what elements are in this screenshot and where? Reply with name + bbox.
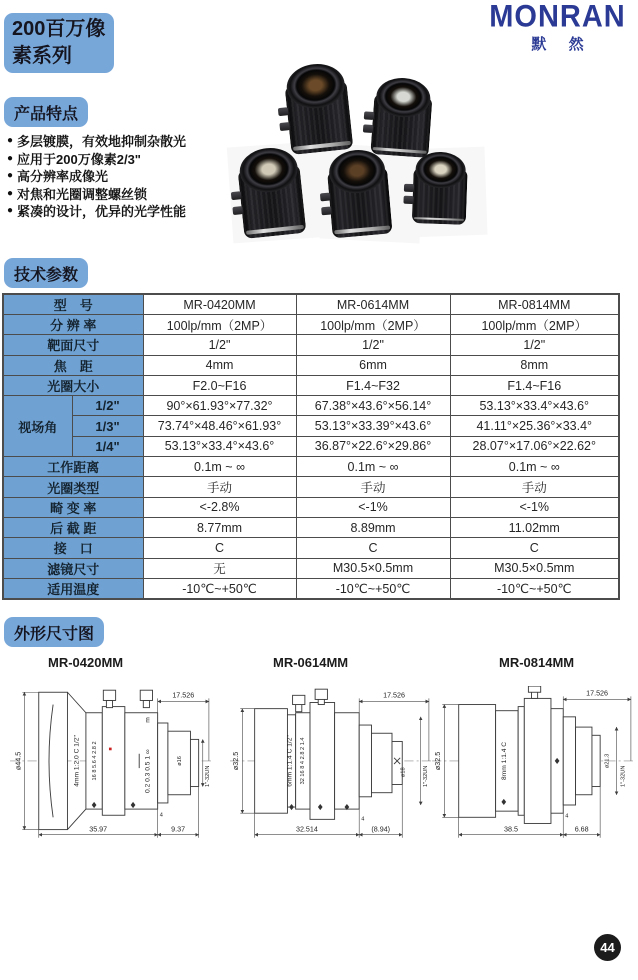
spec-value: 1/2" [296,335,450,355]
specs-section-title: 技术参数 [14,266,79,284]
dim-thread-diameter: ø21.3 [604,753,611,769]
thumb-screw [364,111,375,120]
spec-table [2,293,620,600]
dimension-drawing [8,686,213,842]
dim-rear-length: 6.68 [574,825,589,834]
spec-value: C [143,538,296,558]
spec-value: 8mm [450,355,619,375]
spec-value: 28.07°×17.06°×22.62° [450,436,619,456]
spec-label: 适用温度 [3,578,143,599]
spec-value: 36.87°×22.6°×29.86° [296,436,450,456]
drawing-model-label: MR-0814MM [499,655,575,670]
barrel-marking: 8mm 1:1.4 C [500,741,508,780]
bullet-icon: ● [7,187,14,199]
spec-value: 1/2" [450,335,619,355]
spec-value: 4mm [143,355,296,375]
spec-value: 53.13°×33.39°×43.6° [296,416,450,436]
spec-label: 畸 变 率 [3,497,143,517]
dim-rear-length-total: 17.526 [172,691,195,700]
spec-model: MR-0420MM [143,294,296,315]
spec-value: 73.74°×48.46°×61.93° [143,416,296,436]
spec-value: 53.13°×33.4°×43.6° [143,436,296,456]
table-row [3,315,619,335]
dimension-drawing [228,686,433,842]
spec-value: 1/2" [143,335,296,355]
spec-value: <-2.8% [143,497,296,517]
thumb-screw [404,184,414,192]
thumb-screw [320,192,331,201]
spec-label: 光圈类型 [3,477,143,497]
spec-label: 靶面尺寸 [3,335,143,355]
spec-value: 8.89mm [296,517,450,537]
dimensions-section-title: 外形尺寸图 [14,625,95,643]
spec-label: 分 辨 率 [3,315,143,335]
bullet-icon: ● [7,205,14,217]
barrel-marking: 4mm 1:2.0 C 1/2" [73,735,81,787]
barrel-marking: 6mm 1:1.4 C 1/2" [286,735,294,787]
spec-value: 41.11°×25.36°×33.4° [450,416,619,436]
lens-photo [412,151,468,225]
spec-label: 视场角 [3,396,72,457]
spec-label: 焦 距 [3,355,143,375]
thumb-screw [363,124,374,133]
spec-value: -10℃~+50℃ [143,578,296,599]
dim-front-diameter: ø32.5 [232,751,241,771]
focus-unit: m [144,717,152,723]
feature-item: ● 多层镀膜，有效地抑制杂散光 [7,134,187,150]
spec-value: 67.38°×43.6°×56.14° [296,396,450,416]
dim-rear-length: (8.94) [371,825,391,834]
brand-logo-chinese: 默 然 [531,36,593,53]
spec-value: -10℃~+50℃ [450,578,619,599]
spec-label: 后 截 距 [3,517,143,537]
table-row [3,396,619,416]
table-row [3,517,619,537]
table-row [3,436,619,456]
series-title-box [4,13,114,73]
feature-item: ● 对焦和光圈调整螺丝锁 [7,186,148,202]
spec-label: 工作距离 [3,457,143,477]
dim-front-diameter: ø44.5 [14,751,23,771]
dim-rear-length: 9.37 [171,825,186,834]
feature-item: ● 紧凑的设计，优异的光学性能 [7,204,187,220]
dim-flange: 4 [361,816,365,823]
feature-list [7,132,307,220]
thread-spec: 1"-32UN [204,765,211,787]
lens-photo [325,148,392,239]
spec-value: F1.4~F16 [450,375,619,395]
series-title: 200百万像素系列 [12,18,106,67]
dim-front-diameter: ø32.5 [434,751,443,771]
spec-value: 0.1m ~ ∞ [450,457,619,477]
table-row [3,375,619,395]
spec-value: 90°×61.93°×77.32° [143,396,296,416]
dim-thread-diameter: ø16 [177,756,184,766]
spec-value: <-1% [296,497,450,517]
dim-body-length: 32.514 [295,825,318,834]
dim-flange: 4 [565,813,569,820]
bullet-icon: ● [7,170,14,182]
table-row [3,457,619,477]
thumb-screw [279,123,290,132]
spec-value: F1.4~F32 [296,375,450,395]
dim-flange: 4 [159,812,163,819]
spec-value: 6mm [296,355,450,375]
drawing-model-label: MR-0614MM [273,655,349,670]
spec-value: 100lp/mm（2MP） [296,315,450,335]
spec-label: 型 号 [3,294,143,315]
dimension-drawing [430,686,635,842]
feature-item: ● 高分辨率成像光 [7,169,109,185]
feature-item: ● 应用于200万像素2/3" [7,151,141,167]
spec-label: 光圈大小 [3,375,143,395]
spec-value: 100lp/mm（2MP） [143,315,296,335]
table-row [3,477,619,497]
lens-photo [370,76,433,158]
brand-logo [485,2,630,54]
table-row [3,416,619,436]
spec-value: C [296,538,450,558]
spec-model: MR-0614MM [296,294,450,315]
spec-label: 接 口 [3,538,143,558]
spec-model: MR-0814MM [450,294,619,315]
focus-scale: 0.2 0.3 0.5 1 ∞ [144,749,152,793]
specs-section-title-box [4,258,88,288]
spec-sublabel: 1/3" [72,416,143,436]
table-row [3,578,619,599]
dim-thread-diameter: ø18 [400,767,407,778]
spec-value: 0.1m ~ ∞ [296,457,450,477]
brand-logo-text: MONRAN [489,0,626,35]
spec-value: 11.02mm [450,517,619,537]
thread-spec: 1"-32UN [620,765,627,787]
table-row [3,497,619,517]
page-number: 44 [600,940,615,955]
dim-rear-length-total: 17.526 [383,691,405,700]
dim-body-length: 38.5 [504,825,518,834]
table-row [3,294,619,315]
spec-value: C [450,538,619,558]
spec-sublabel: 1/4" [72,436,143,456]
dim-body-length: 35.97 [89,825,108,834]
spec-value: M30.5×0.5mm [296,558,450,578]
drawing-model-label: MR-0420MM [48,655,124,670]
spec-value: 53.13°×33.4°×43.6° [450,396,619,416]
spec-value: 手动 [296,477,450,497]
features-section-title-box [4,97,88,127]
thumb-screw [403,196,413,204]
table-row [3,558,619,578]
aperture-scale: 16 8 5.6 4 2.8 2 [92,741,99,781]
spec-value: 无 [143,558,296,578]
thread-spec: 1"-32UN [422,765,429,787]
dim-rear-length-total: 17.526 [586,689,609,698]
bullet-icon: ● [7,135,14,147]
bullet-icon: ● [7,152,14,164]
spec-value: 8.77mm [143,517,296,537]
spec-value: 100lp/mm（2MP） [450,315,619,335]
spec-value: M30.5×0.5mm [450,558,619,578]
aperture-scale: 32 16 8 4 2.8 2 1.4 [299,737,306,785]
spec-label: 滤镜尺寸 [3,558,143,578]
spec-value: -10℃~+50℃ [296,578,450,599]
spec-sublabel: 1/2" [72,396,143,416]
spec-value: 0.1m ~ ∞ [143,457,296,477]
spec-value: <-1% [450,497,619,517]
dimensions-section-title-box [4,617,104,647]
table-row [3,335,619,355]
features-section-title: 产品特点 [14,105,79,123]
spec-value: 手动 [143,477,296,497]
spec-value: F2.0~F16 [143,375,296,395]
thumb-screw [321,207,332,216]
red-index-dot [109,748,112,751]
table-row [3,355,619,375]
spec-value: 手动 [450,477,619,497]
page-number-badge [594,934,621,961]
table-row [3,538,619,558]
